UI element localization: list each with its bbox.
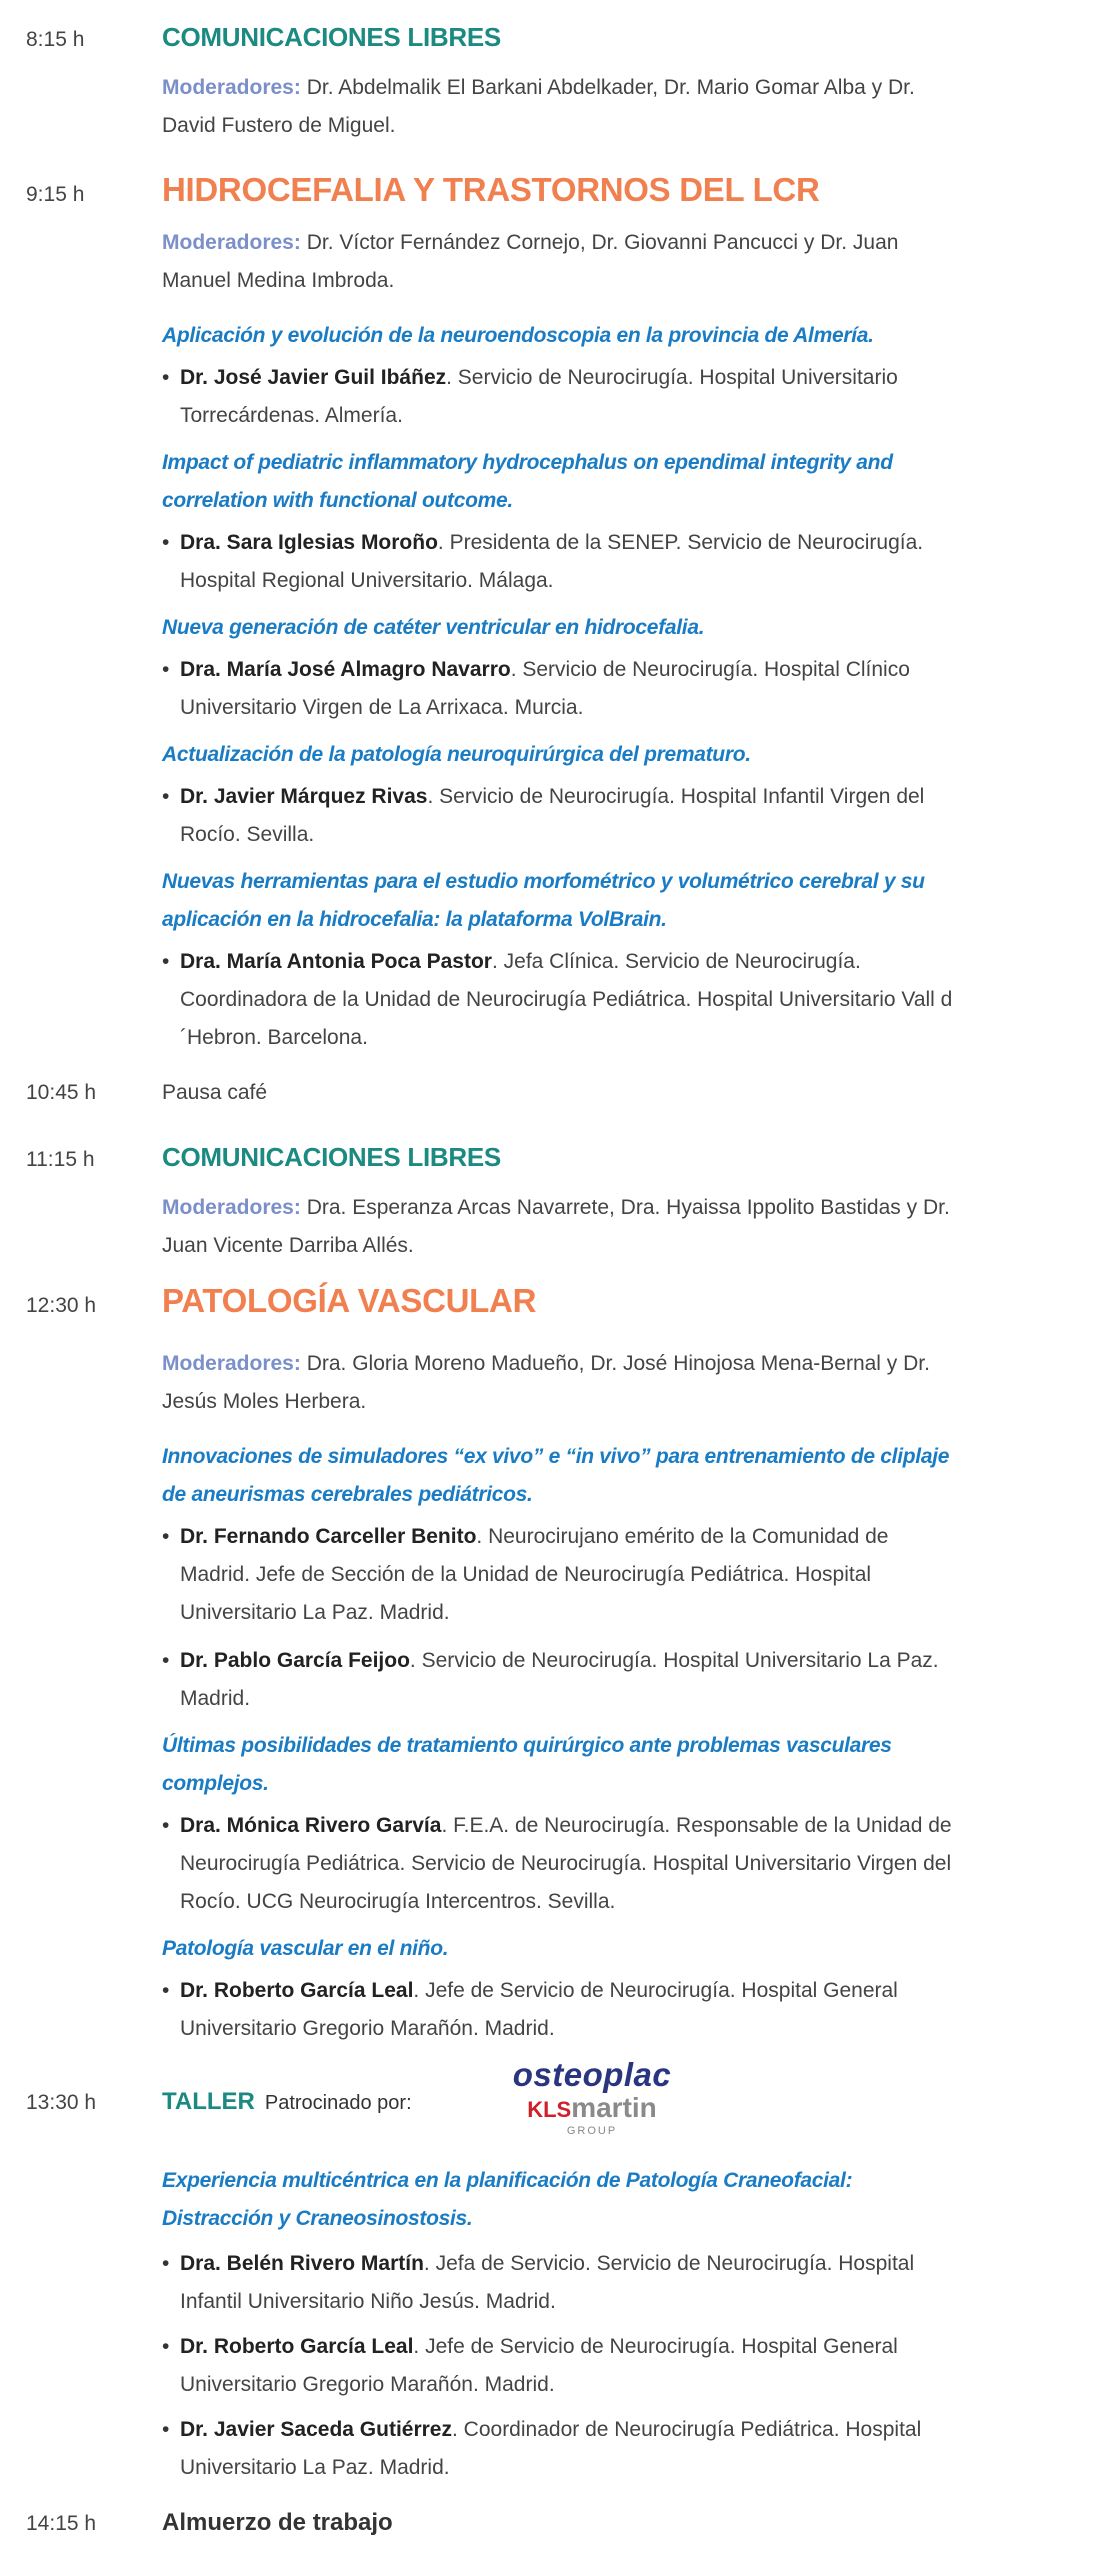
- speaker-name: Dr. Javier Saceda Gutiérrez: [180, 2418, 452, 2441]
- session-row: [0, 171, 1095, 214]
- speaker-item: [0, 778, 962, 854]
- bullet-icon: •: [162, 2252, 170, 2275]
- speaker-item: [0, 943, 962, 1057]
- moderators-names: Dra. Esperanza Arcas Navarrete, Dra. Hyaissa Ippolito Bastidas y Dr. Juan Vicente Darriba Allés.: [162, 1196, 950, 1257]
- session-time: 14:15 h: [26, 2512, 97, 2535]
- talks: [0, 1438, 1095, 2048]
- bullet-icon: •: [162, 1649, 170, 1672]
- talk-title: Nuevas herramientas para el estudio morfométrico y volumétrico cerebral y su aplicación en la hidrocefalia: la plataforma VolBrain.: [162, 870, 925, 931]
- sponsor-logos: [482, 2057, 702, 2137]
- session-title: COMUNICACIONES LIBRES: [162, 1142, 501, 1172]
- speaker-name: Dr. Fernando Carceller Benito: [180, 1525, 477, 1548]
- talk-title: Impact of pediatric inflammatory hydrocephalus on ependimal integrity and correlation with functional outcome.: [162, 451, 893, 512]
- sponsor-label: Patrocinado por:: [264, 2092, 412, 2114]
- talk-title: Actualización de la patología neuroquirúrgica del prematuro.: [162, 743, 751, 766]
- talk-title: Experiencia multicéntrica en la planificación de Patología Craneofacial: Distracción y Craneosinostosis.: [162, 2169, 853, 2230]
- talk-title: Nueva generación de catéter ventricular en hidrocefalia.: [162, 616, 705, 639]
- kls-martin-logo: KLSmartin: [527, 2092, 657, 2123]
- speaker-item: [0, 2245, 962, 2321]
- speaker-affiliation: . Jefa Clínica. Servicio de Neurocirugía. Coordinadora de la Unidad de Neurocirugía Pediátrica. Hospital Universitario Vall d´Hebron. Barcelona.: [180, 950, 953, 1049]
- moderators-names: Dra. Gloria Moreno Madueño, Dr. José Hinojosa Mena-Bernal y Dr. Jesús Moles Herbera.: [162, 1352, 930, 1413]
- speaker-name: Dr. José Javier Guil Ibáñez: [180, 366, 447, 389]
- bullet-icon: •: [162, 2418, 170, 2441]
- moderators-label: Moderadores:: [162, 1352, 301, 1375]
- moderators-names: Dr. Víctor Fernández Cornejo, Dr. Giovanni Pancucci y Dr. Juan Manuel Medina Imbroda.: [162, 231, 899, 292]
- bullet-icon: •: [162, 658, 170, 681]
- bullet-icon: •: [162, 366, 170, 389]
- moderators-label: Moderadores:: [162, 76, 301, 99]
- session-title: Pausa café: [162, 1081, 268, 1104]
- session-title: COMUNICACIONES LIBRES: [162, 22, 501, 52]
- session-time: 10:45 h: [26, 1081, 97, 1104]
- bullet-icon: •: [162, 531, 170, 554]
- speaker-name: Dra. Mónica Rivero Garvía: [180, 1814, 442, 1837]
- speaker-affiliation: . Jefa de Servicio. Servicio de Neurocirugía. Hospital Infantil Universitario Niño Jesús. Madrid.: [180, 2252, 915, 2313]
- moderators: [0, 1189, 962, 1265]
- session-row: [0, 1074, 1095, 1112]
- speaker-affiliation: . Servicio de Neurocirugía. Hospital Infantil Virgen del Rocío. Sevilla.: [180, 785, 925, 846]
- speaker-affiliation: . Servicio de Neurocirugía. Hospital Universitario La Paz. Madrid.: [180, 1649, 939, 1710]
- kls-group-label: GROUP: [566, 2125, 618, 2137]
- talk-title: Aplicación y evolución de la neuroendoscopia en la provincia de Almería.: [162, 324, 874, 347]
- speaker-affiliation: . Presidenta de la SENEP. Servicio de Neurocirugía. Hospital Regional Universitario. Málaga.: [180, 531, 924, 592]
- moderators-names: Dr. Abdelmalik El Barkani Abdelkader, Dr. Mario Gomar Alba y Dr. David Fustero de Miguel.: [162, 76, 915, 137]
- speaker-name: Dr. Pablo García Feijoo: [180, 1649, 410, 1672]
- speaker-item: [0, 1642, 962, 1718]
- bullet-icon: •: [162, 1814, 170, 1837]
- session-time: 13:30 h: [26, 2091, 97, 2114]
- session-row: [0, 1138, 1095, 1179]
- bullet-icon: •: [162, 950, 170, 973]
- bullet-icon: •: [162, 1525, 170, 1548]
- speaker-affiliation: . Jefe de Servicio de Neurocirugía. Hospital General Universitario Gregorio Marañón. Madrid.: [180, 1979, 898, 2040]
- bullet-icon: •: [162, 1979, 170, 2002]
- session-time: 9:15 h: [26, 183, 85, 206]
- session-time: 11:15 h: [26, 1148, 95, 1171]
- speaker-item: [0, 2328, 962, 2404]
- speaker-item: [0, 359, 962, 435]
- session-title: PATOLOGÍA VASCULAR: [162, 1282, 537, 1319]
- speaker-affiliation: . Servicio de Neurocirugía. Hospital Universitario Torrecárdenas. Almería.: [180, 366, 898, 427]
- session-row: [0, 2504, 1095, 2543]
- moderators: [0, 69, 962, 145]
- session-row: [0, 2056, 1095, 2137]
- talks: [0, 317, 1095, 1057]
- moderators: [0, 224, 962, 300]
- moderators: [0, 1345, 962, 1421]
- speaker-item: [0, 651, 962, 727]
- talks: [0, 2162, 1095, 2487]
- session-row: [0, 1282, 1095, 1325]
- speaker-affiliation: . Neurocirujano emérito de la Comunidad de Madrid. Jefe de Sección de la Unidad de Neurocirugía Pediátrica. Hospital Universitario La Paz. Madrid.: [180, 1525, 889, 1624]
- speaker-item: [0, 524, 962, 600]
- speaker-item: [0, 1807, 962, 1921]
- moderators-label: Moderadores:: [162, 231, 301, 254]
- talk-title: Innovaciones de simuladores “ex vivo” e “in vivo” para entrenamiento de cliplaje de aneurismas cerebrales pediátricos.: [162, 1445, 950, 1506]
- talk-title: Patología vascular en el niño.: [162, 1937, 449, 1960]
- talk-title: Últimas posibilidades de tratamiento quirúrgico ante problemas vasculares complejos.: [162, 1734, 892, 1795]
- speaker-item: [0, 2411, 962, 2487]
- bullet-icon: •: [162, 2335, 170, 2358]
- speaker-affiliation: . F.E.A. de Neurocirugía. Responsable de la Unidad de Neurocirugía Pediátrica. Servicio de Neurocirugía. Hospital Universitario Virgen del Rocío. UCG Neurocirugía Intercentros. Sevilla.: [180, 1814, 952, 1913]
- speaker-name: Dr. Roberto García Leal: [180, 2335, 414, 2358]
- speaker-name: Dra. María José Almagro Navarro: [180, 658, 511, 681]
- speaker-name: Dra. María Antonia Poca Pastor: [180, 950, 492, 973]
- session-row: [0, 18, 1095, 59]
- osteoplac-logo: osteoplac: [512, 2056, 672, 2093]
- speaker-name: Dr. Roberto García Leal: [180, 1979, 414, 2002]
- session-time: 8:15 h: [26, 28, 85, 51]
- bullet-icon: •: [162, 785, 170, 808]
- speaker-item: [0, 1518, 962, 1632]
- speaker-name: Dr. Javier Márquez Rivas: [180, 785, 428, 808]
- speaker-item: [0, 1972, 962, 2048]
- session-title: TALLER: [162, 2088, 255, 2115]
- session-time: 12:30 h: [26, 1294, 97, 1317]
- speaker-affiliation: . Jefe de Servicio de Neurocirugía. Hospital General Universitario Gregorio Marañón. Madrid.: [180, 2335, 898, 2396]
- session-title: Almuerzo de trabajo: [162, 2509, 393, 2536]
- session-title: HIDROCEFALIA Y TRASTORNOS DEL LCR: [162, 171, 820, 208]
- speaker-affiliation: . Coordinador de Neurocirugía Pediátrica. Hospital Universitario La Paz. Madrid.: [180, 2418, 922, 2479]
- moderators-label: Moderadores:: [162, 1196, 301, 1219]
- speaker-affiliation: . Servicio de Neurocirugía. Hospital Clínico Universitario Virgen de La Arrixaca. Murcia.: [180, 658, 910, 719]
- speaker-name: Dra. Belén Rivero Martín: [180, 2252, 424, 2275]
- speaker-name: Dra. Sara Iglesias Moroño: [180, 531, 438, 554]
